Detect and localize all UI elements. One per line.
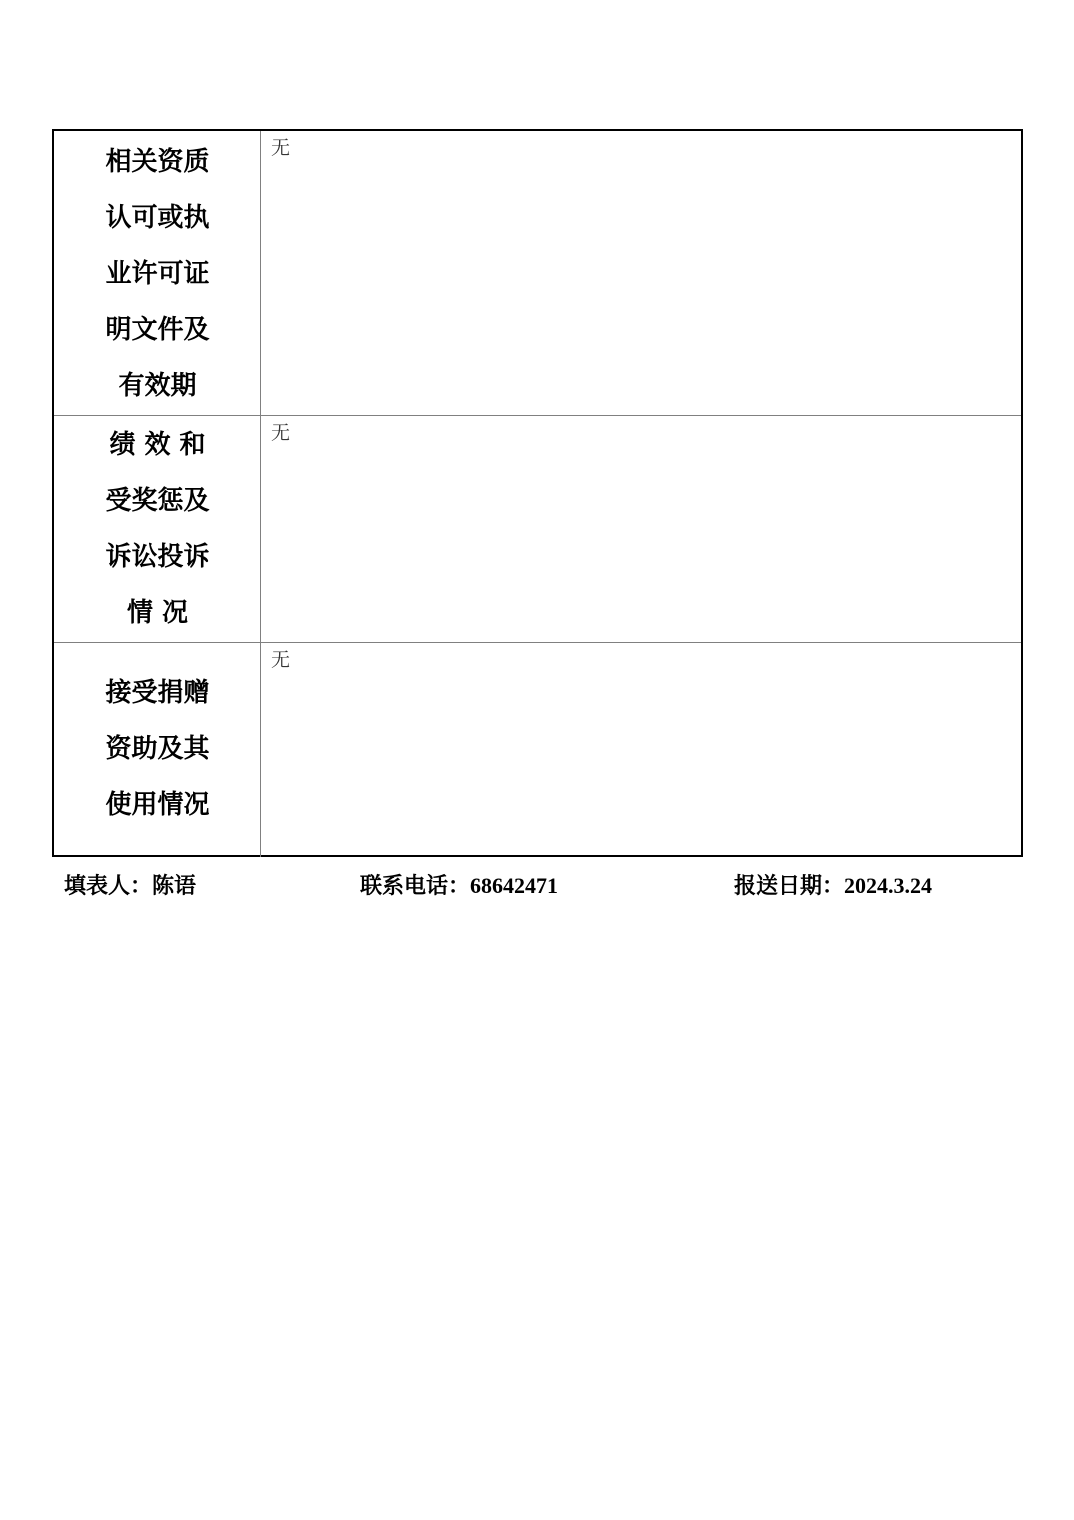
table-row-qualification: [54, 131, 1021, 416]
footer-filler: [64, 871, 196, 901]
row-value-donations: 无: [271, 649, 291, 671]
table-row-performance: [54, 416, 1021, 643]
phone-value: 68642471: [470, 873, 559, 898]
filler-value: 陈语: [152, 873, 197, 898]
table-row-donations: [54, 643, 1021, 857]
footer-date: [734, 871, 932, 901]
label-line: 接受捐赠: [105, 678, 210, 708]
label-line: 有效期: [118, 371, 197, 401]
date-value: 2024.3.24: [844, 873, 933, 898]
label-line: 使用情况: [105, 790, 210, 820]
row-value-qualification: 无: [271, 137, 291, 159]
label-line: 相关资质: [105, 147, 210, 177]
label-line: 诉讼投诉: [105, 542, 210, 572]
row-value-performance: 无: [271, 422, 291, 444]
report-form-table: [52, 129, 1023, 857]
label-line: 认可或执: [105, 203, 210, 233]
phone-label: 联系电话：: [360, 873, 471, 899]
row-label-qualification: [54, 131, 261, 415]
label-line: 业许可证: [105, 259, 210, 289]
row-label-donations: [54, 643, 261, 857]
label-line: 情 况: [126, 598, 189, 628]
label-line: 受奖惩及: [105, 486, 210, 516]
label-line: 资助及其: [105, 734, 210, 764]
row-label-performance: [54, 416, 261, 642]
filler-label: 填表人：: [64, 873, 153, 899]
footer-phone: [360, 871, 558, 901]
label-line: 明文件及: [105, 315, 210, 345]
label-line: 绩 效 和: [109, 430, 206, 460]
date-label: 报送日期：: [734, 873, 845, 899]
